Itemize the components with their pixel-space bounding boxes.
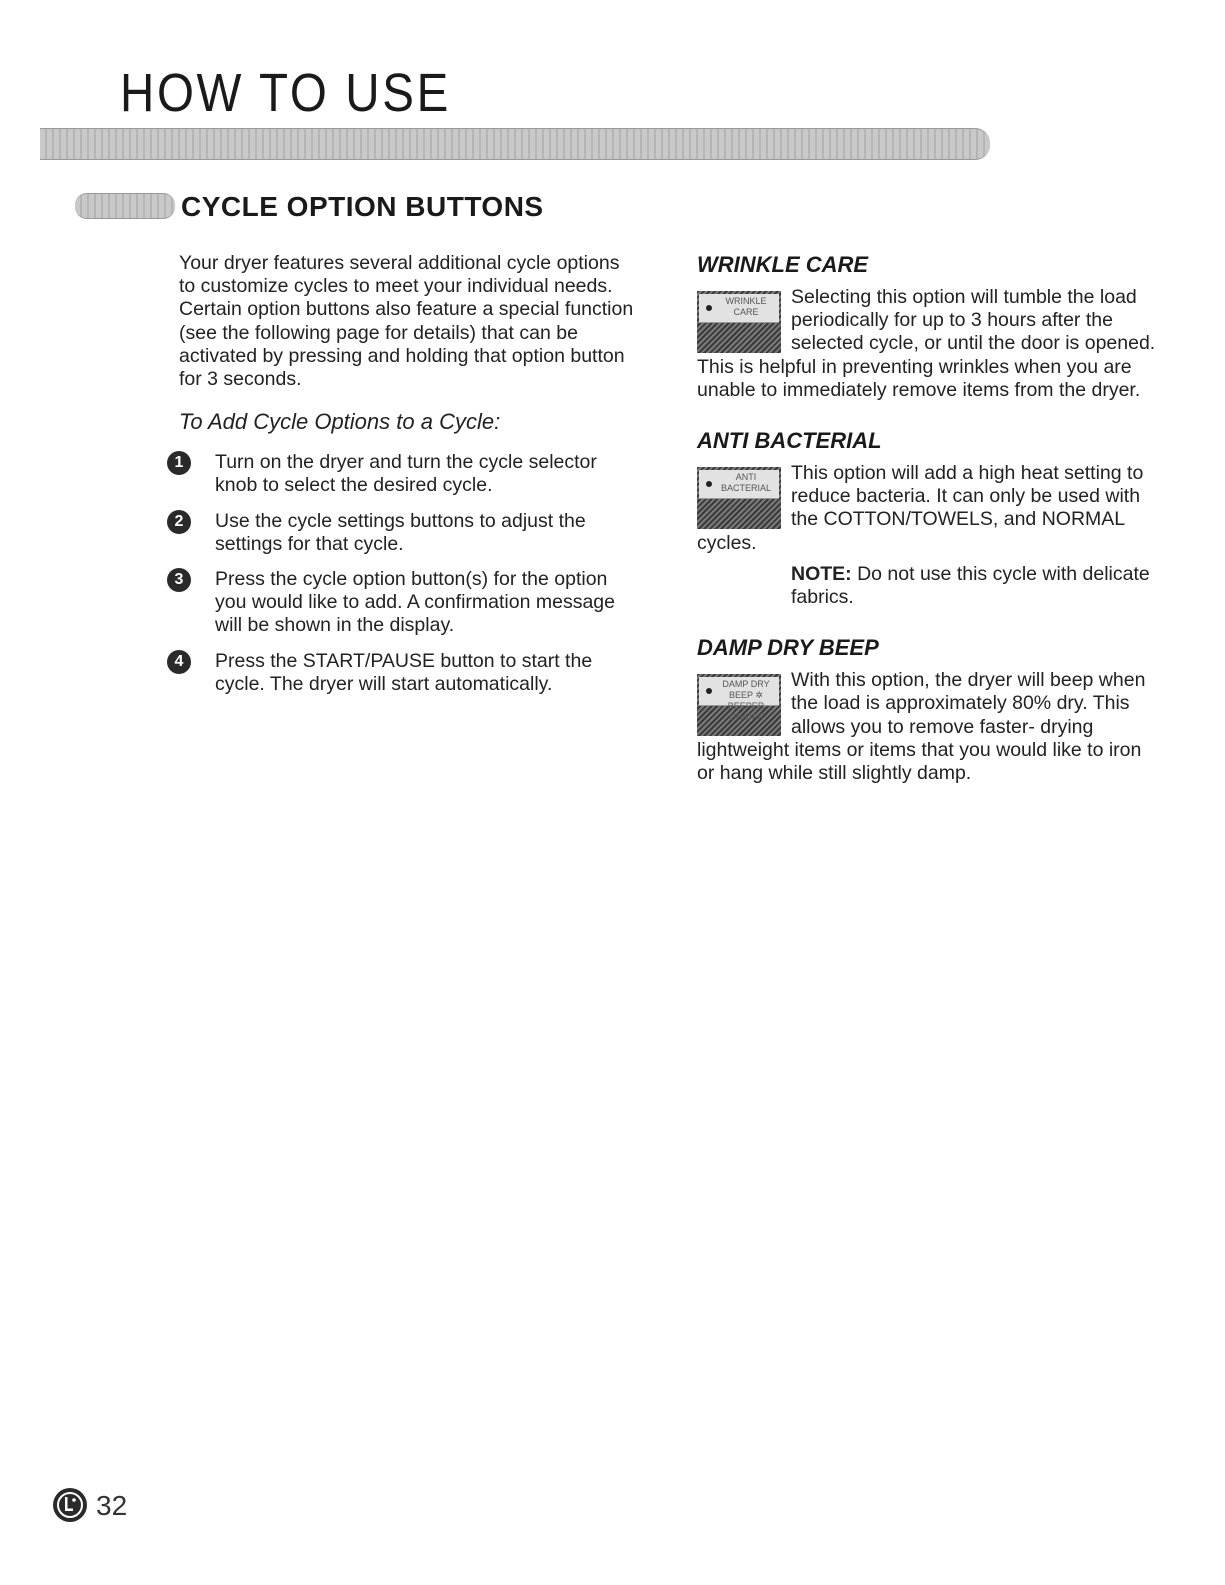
intro-paragraph: Your dryer features several additional cycle options to customize cycles to meet your individual needs. Certain option buttons also feature a special function (see the following page for details) that can be activated by pressing and holding that option button for 3 seconds. (179, 252, 634, 391)
header-decorative-bar (40, 128, 990, 160)
indicator-dot-icon (706, 688, 712, 694)
note (697, 563, 1157, 609)
button-image-label: WRINKLE CARE (725, 296, 767, 317)
indicator-dot-icon (706, 305, 712, 311)
note-text: Do not use this cycle with delicate fabrics. (791, 562, 1150, 609)
lg-logo-icon (52, 1487, 88, 1523)
button-face (699, 677, 779, 723)
button-face (699, 294, 779, 323)
section-title: CYCLE OPTION BUTTONS (181, 191, 544, 222)
step-number-1-icon: 1 (167, 451, 191, 475)
step-text: Press the cycle option button(s) for the option you would like to add. A confirmation message will be shown in the display. (215, 568, 615, 637)
section-pill-decoration (75, 193, 175, 219)
list-item (174, 451, 639, 497)
option-damp-dry-beep (697, 635, 1157, 785)
list-item (174, 649, 639, 696)
button-image-label: DAMP DRY BEEP ✲ BEEPER ON/OFF (722, 679, 770, 723)
step-number-3-icon: 3 (167, 568, 191, 592)
option-description: Selecting this option will tumble the load periodically for up to 3 hours after the selected cycle, or until the door is opened. This is helpful in preventing wrinkles when you are unable to immediately remove items from the dryer. (697, 286, 1156, 401)
damp-dry-beep-button-icon (697, 674, 781, 736)
option-title: WRINKLE CARE (697, 252, 869, 277)
option-anti-bacterial (697, 428, 1157, 609)
option-title: ANTI BACTERIAL (697, 428, 882, 454)
button-image-label: ANTI BACTERIAL (720, 472, 771, 494)
anti-bacterial-button-icon (697, 467, 781, 529)
step-text: Turn on the dryer and turn the cycle selector knob to select the desired cycle. (215, 451, 597, 497)
step-number-4-icon: 4 (167, 650, 191, 674)
step-number-2-icon: 2 (167, 510, 191, 534)
step-text: Use the cycle settings buttons to adjust the settings for that cycle. (215, 509, 586, 555)
step-text: Press the START/PAUSE button to start the cycle. The dryer will start automatically. (215, 649, 593, 695)
option-description: With this option, the dryer will beep when the load is approximately 80% dry. This allows you to remove faster- drying lightweight items or items that you would like to iron or hang while still slightly damp. (697, 669, 1146, 785)
list-item (174, 509, 639, 556)
wrinkle-care-button-icon (697, 291, 781, 353)
page-title: HOW TO USE (120, 63, 451, 123)
note-label: NOTE: (791, 562, 852, 585)
option-description: This option will add a high heat setting to reduce bacteria. It can only be used with the COTTON/TOWELS, and NORMAL cycles. (697, 462, 1144, 554)
option-wrinkle-care (697, 252, 1157, 402)
left-column (174, 252, 639, 708)
steps-list (174, 451, 639, 696)
indicator-dot-icon (706, 481, 712, 487)
right-column (697, 252, 1157, 811)
list-item (174, 568, 639, 638)
steps-subheading: To Add Cycle Options to a Cycle: (179, 409, 501, 435)
page-number: 32 (96, 1490, 128, 1521)
option-title: DAMP DRY BEEP (697, 635, 879, 661)
button-face (699, 470, 779, 499)
